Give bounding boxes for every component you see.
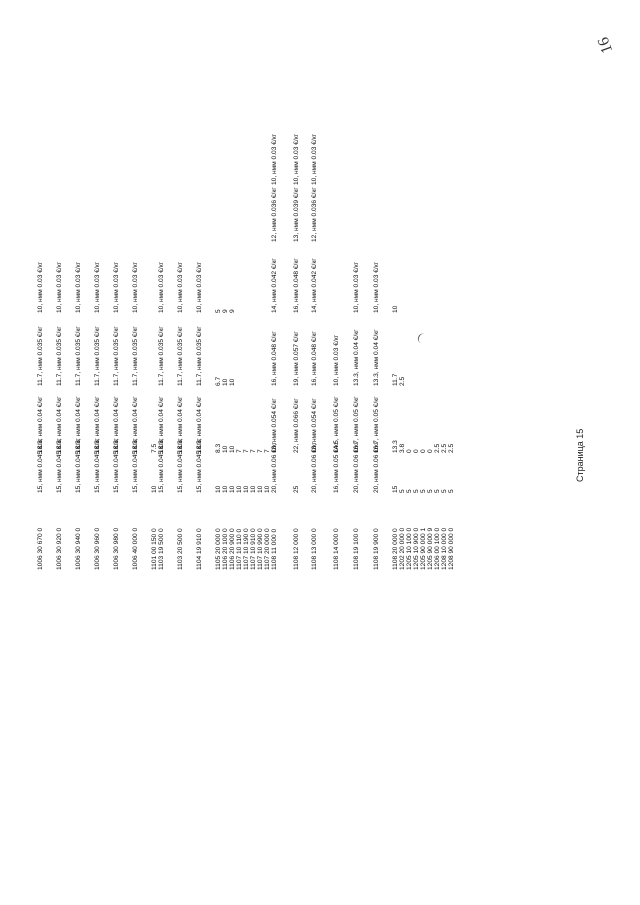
rate-cell: 2.5 — [399, 376, 406, 386]
rate-cell: 10, нмм 0.03 €/кг — [333, 335, 340, 386]
rate-cell: 15, нмм 0.045 €/кг — [177, 438, 184, 493]
rate-cell: 11.7, нмм 0.035 €/кг — [94, 326, 101, 386]
tariff-code-cell: 1205 10 900 0 — [413, 527, 420, 570]
tariff-code-cell: 1108 19 100 0 — [353, 528, 360, 570]
rate-cell: 2.5 — [434, 443, 441, 453]
rate-cell: 10, нмм 0.03 €/кг — [132, 262, 139, 313]
rate-cell: 5 — [420, 489, 427, 493]
rate-cell: 3.8 — [399, 443, 406, 453]
rate-cell: 13.3, нмм 0.04 €/кг — [196, 396, 203, 453]
tariff-code-cell: 1205 90 000 1 — [420, 527, 427, 570]
rate-cell: 5 — [413, 489, 420, 493]
rate-cell: 11.7 — [392, 373, 399, 386]
rate-cell: 13, нмм 0.039 €/кг — [293, 187, 300, 242]
page-footer-label: Страница 15 — [575, 428, 585, 482]
tariff-code-cell: 1107 10 190 0 — [243, 528, 250, 570]
rate-cell: 0 — [420, 449, 427, 453]
rate-cell: 16.7, нмм 0.05 €/кг — [373, 396, 380, 453]
rate-cell: 10 — [229, 485, 236, 493]
rate-cell: 12, нмм 0.036 €/кг — [271, 187, 278, 242]
rate-cell: 10, нмм 0.03 €/кг — [37, 262, 44, 313]
rate-cell: 13.3, нмм 0.04 €/кг — [56, 396, 63, 453]
tariff-code-cell: 1106 20 900 0 — [229, 528, 236, 570]
rate-cell: 15 — [392, 485, 399, 493]
rate-cell: 10 — [257, 485, 264, 493]
tariff-code-cell: 1108 20 000 0 — [392, 528, 399, 570]
rate-cell: 7.5 — [151, 443, 158, 453]
tariff-code-cell: 1006 30 940 0 — [75, 527, 82, 570]
rate-cell: 15, нмм 0.045 €/кг — [132, 438, 139, 493]
rate-cell: 13.3, нмм 0.04 €/кг — [75, 396, 82, 453]
tariff-code-cell: 1208 90 000 0 — [448, 527, 455, 570]
rate-cell: 25 — [293, 485, 300, 493]
rate-cell: 13.3, нмм 0.04 €/кг — [132, 396, 139, 453]
tariff-code-cell: 1103 19 500 0 — [158, 528, 165, 570]
rate-cell: 10 — [392, 305, 399, 313]
tariff-code-cell: 1105 20 000 0 — [215, 528, 222, 570]
rate-cell: 10, нмм 0.03 €/кг — [293, 134, 300, 185]
rate-cell: 5 — [448, 489, 455, 493]
rate-cell: 10, нмм 0.03 €/кг — [311, 134, 318, 185]
rate-cell: 10, нмм 0.03 €/кг — [373, 262, 380, 313]
rate-cell: 11.7, нмм 0.035 €/кг — [113, 326, 120, 386]
rate-cell: 16, нмм 0.048 €/кг — [293, 258, 300, 313]
tariff-code-cell: 1206 00 100 0 — [434, 527, 441, 570]
rate-cell: 11.7, нмм 0.035 €/кг — [37, 326, 44, 386]
rate-cell: 15, нмм 0.045 €/кг — [37, 438, 44, 493]
rate-cell: 10 — [222, 445, 229, 453]
rate-cell: 16, нмм 0.05 €/кг — [333, 442, 340, 493]
rate-cell: 15, нмм 0.045 €/кг — [196, 438, 203, 493]
rate-cell: 9 — [222, 309, 229, 313]
rate-cell: 11.7, нмм 0.035 €/кг — [56, 326, 63, 386]
tariff-code-cell: 1107 20 000 0 — [264, 528, 271, 570]
rate-cell: 0 — [413, 449, 420, 453]
rate-cell: 11.7, нмм 0.035 €/кг — [132, 326, 139, 386]
rate-cell: 2.5 — [441, 443, 448, 453]
rate-cell: 10 — [222, 485, 229, 493]
rate-cell: 18, нмм 0.054 €/кг — [311, 398, 318, 453]
rate-cell: 7 — [250, 449, 257, 453]
rate-cell: 10, нмм 0.03 €/кг — [113, 262, 120, 313]
rate-cell: 10 — [250, 485, 257, 493]
tariff-code-cell: 1106 20 100 0 — [222, 528, 229, 570]
rate-cell: 7 — [264, 449, 271, 453]
tariff-code-cell: 1205 90 000 9 — [427, 527, 434, 570]
rate-cell: 10, нмм 0.03 €/кг — [196, 262, 203, 313]
tariff-code-cell: 1104 19 910 0 — [196, 528, 203, 570]
tariff-code-cell: 1103 20 500 0 — [177, 528, 184, 570]
rate-cell: 13.3 — [392, 440, 399, 453]
rate-cell: 7 — [243, 449, 250, 453]
tariff-code-cell: 1108 14 000 0 — [333, 528, 340, 570]
rate-cell: 5 — [427, 489, 434, 493]
rate-cell: 9 — [229, 309, 236, 313]
rate-cell: 10 — [243, 485, 250, 493]
rate-cell: 10, нмм 0.03 €/кг — [56, 262, 63, 313]
tariff-code-cell: 1108 19 900 0 — [373, 528, 380, 570]
rate-cell: 10, нмм 0.03 €/кг — [158, 262, 165, 313]
tariff-code-cell: 1006 40 000 0 — [132, 527, 139, 570]
tariff-code-cell: 1205 10 100 0 — [406, 527, 413, 570]
rate-cell: 10 — [222, 378, 229, 386]
rate-cell: 14.5, нмм 0.05 €/кг — [333, 396, 340, 453]
rate-cell: 16, нмм 0.048 €/кг — [311, 331, 318, 386]
rate-cell: 5 — [215, 309, 222, 313]
rate-cell: 15, нмм 0.045 €/кг — [75, 438, 82, 493]
rate-cell: 10 — [151, 485, 158, 493]
tariff-code-cell: 1006 30 670 0 — [37, 527, 44, 570]
rate-cell: 20, нмм 0.06 €/кг — [311, 442, 318, 493]
tariff-code-cell: 1108 12 000 0 — [293, 528, 300, 570]
rate-cell: 5 — [399, 489, 406, 493]
rate-cell: 10 — [264, 485, 271, 493]
rate-cell: 10, нмм 0.03 €/кг — [177, 262, 184, 313]
rate-cell: 16, нмм 0.048 €/кг — [271, 331, 278, 386]
rate-cell: 20, нмм 0.06 €/кг — [373, 442, 380, 493]
tariff-code-cell: 1107 10 990 0 — [257, 528, 264, 570]
rate-cell: 5 — [441, 489, 448, 493]
tariff-code-cell: 1006 30 920 0 — [56, 527, 63, 570]
rate-cell: 7 — [236, 449, 243, 453]
rate-cell: 8.3 — [215, 443, 222, 453]
rate-cell: 13.3, нмм 0.04 €/кг — [353, 329, 360, 386]
tariff-code-cell: 1107 10 910 0 — [250, 528, 257, 570]
rate-cell: 6.7 — [215, 376, 222, 386]
rate-cell: 13.3, нмм 0.04 €/кг — [94, 396, 101, 453]
rate-cell: 16.7, нмм 0.05 €/кг — [353, 396, 360, 453]
rate-cell: 5 — [406, 489, 413, 493]
rate-cell: 15, нмм 0.045 €/кг — [158, 438, 165, 493]
rate-cell: 13.3, нмм 0.04 €/кг — [373, 329, 380, 386]
rate-cell: 14, нмм 0.042 €/кг — [271, 258, 278, 313]
rate-cell: 10, нмм 0.03 €/кг — [75, 262, 82, 313]
rate-cell: 10 — [229, 445, 236, 453]
tariff-code-cell: 1108 13 000 0 — [311, 528, 318, 570]
handwritten-page-number: 16 — [594, 34, 617, 56]
rate-cell: 15, нмм 0.045 €/кг — [113, 438, 120, 493]
rate-cell: 10 — [229, 378, 236, 386]
rate-cell: 11.7, нмм 0.035 €/кг — [196, 326, 203, 386]
rate-cell: 15, нмм 0.045 €/кг — [56, 438, 63, 493]
rate-cell: 13.3, нмм 0.04 €/кг — [113, 396, 120, 453]
rate-cell: 10, нмм 0.03 €/кг — [94, 262, 101, 313]
rate-cell: 11.7, нмм 0.035 €/кг — [177, 326, 184, 386]
rate-cell: 13.3, нмм 0.04 €/кг — [177, 396, 184, 453]
tariff-code-cell: 1208 10 000 0 — [441, 527, 448, 570]
rate-cell: 0 — [406, 449, 413, 453]
tariff-code-cell: 1107 10 110 0 — [236, 528, 243, 570]
rate-cell: 12, нмм 0.036 €/кг — [311, 187, 318, 242]
rate-cell: 0 — [427, 449, 434, 453]
rate-cell: 11.7, нмм 0.035 €/кг — [158, 326, 165, 386]
tariff-code-cell: 1006 30 960 0 — [94, 527, 101, 570]
tariff-table — [37, 0, 455, 570]
rate-cell: 5 — [434, 489, 441, 493]
rate-cell: 10 — [215, 485, 222, 493]
tariff-code-cell: 1101 00 150 0 — [151, 528, 158, 570]
rate-cell: 2.5 — [448, 443, 455, 453]
stray-pen-mark — [416, 332, 425, 343]
rate-cell: 13.3, нмм 0.04 €/кг — [158, 396, 165, 453]
rate-cell: 22, нмм 0.066 €/кг — [293, 398, 300, 453]
rate-cell: 13.3, нмм 0.04 €/кг — [37, 396, 44, 453]
tariff-code-cell: 1006 30 980 0 — [113, 527, 120, 570]
tariff-code-cell: 1108 11 000 0 — [271, 528, 278, 570]
rate-cell: 10, нмм 0.03 €/кг — [271, 134, 278, 185]
rate-cell: 20, нмм 0.06 €/кг — [353, 442, 360, 493]
rate-cell: 18, нмм 0.054 €/кг — [271, 398, 278, 453]
tariff-code-cell: 1202 20 000 0 — [399, 527, 406, 570]
rate-cell: 7 — [257, 449, 264, 453]
rate-cell: 14, нмм 0.042 €/кг — [311, 258, 318, 313]
rate-cell: 10, нмм 0.03 €/кг — [353, 262, 360, 313]
rate-cell: 10 — [236, 485, 243, 493]
rate-cell: 19, нмм 0.057 €/кг — [293, 331, 300, 386]
rate-cell: 11.7, нмм 0.035 €/кг — [75, 326, 82, 386]
rate-cell: 20, нмм 0.06 €/кг — [271, 442, 278, 493]
rate-cell: 15, нмм 0.045 €/кг — [94, 438, 101, 493]
